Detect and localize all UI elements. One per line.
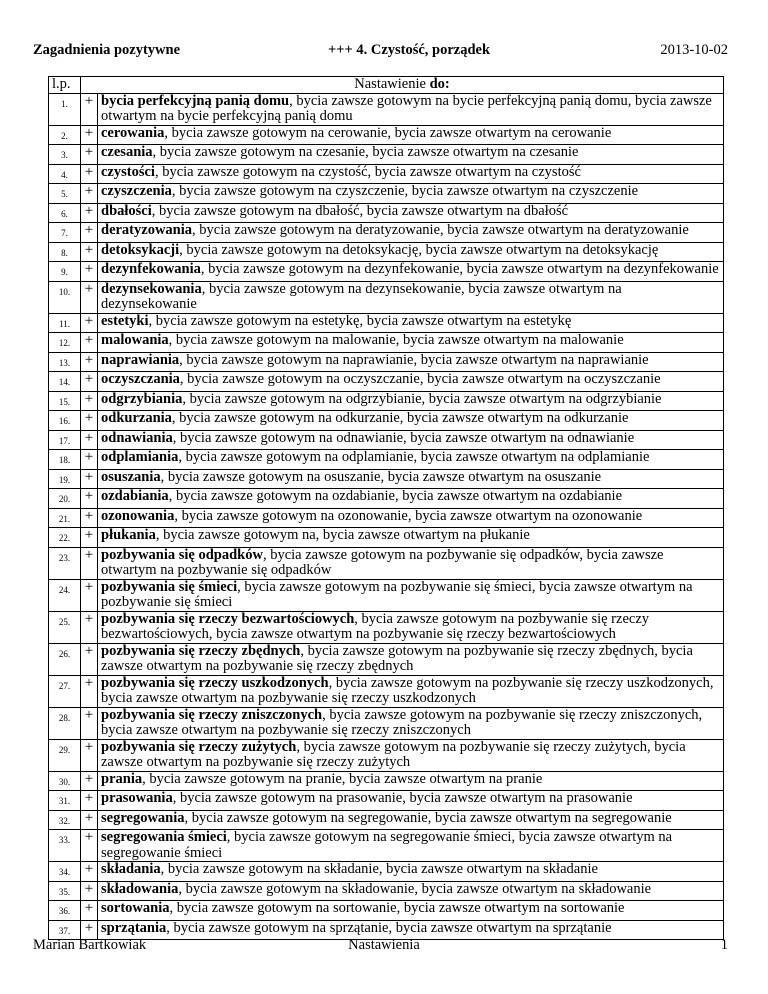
row-description: , bycia zawsze gotowym na pozbywanie się rzeczy uszkodzonych, bycia zawsze otwartym na pozbywanie się rzeczy uszkodzonych	[101, 674, 714, 706]
table-row	[49, 469, 724, 489]
row-description: , bycia zawsze gotowym na segregowanie śmieci, bycia zawsze otwartym na segregowanie śmieci	[101, 829, 673, 861]
row-number: 11.	[49, 313, 81, 333]
table-row	[49, 675, 724, 707]
plus-mark: +	[81, 411, 98, 431]
table-row	[49, 771, 724, 791]
row-term: odgrzybiania	[101, 390, 183, 407]
row-description: , bycia zawsze gotowym na sortowanie, bycia zawsze otwartym na sortowanie	[169, 900, 625, 916]
plus-mark: +	[81, 528, 98, 548]
plus-mark: +	[81, 508, 98, 528]
row-number: 7.	[49, 223, 81, 243]
row-number: 15.	[49, 391, 81, 411]
footer-author: Marian Bartkowiak	[33, 937, 147, 953]
row-term: dbałości	[101, 202, 152, 219]
row-description: , bycia zawsze gotowym na cerowanie, bycia zawsze otwartym na cerowanie	[164, 124, 612, 141]
plus-mark: +	[81, 862, 98, 882]
column-lp: l.p.	[49, 77, 81, 94]
row-text	[98, 707, 724, 739]
plus-mark: +	[81, 771, 98, 791]
plus-mark: +	[81, 145, 98, 165]
row-number: 33.	[49, 830, 81, 862]
row-text	[98, 125, 724, 145]
plus-mark: +	[81, 184, 98, 204]
plus-mark: +	[81, 164, 98, 184]
table-row	[49, 391, 724, 411]
table-row	[49, 242, 724, 262]
table-row	[49, 707, 724, 739]
row-text	[98, 223, 724, 243]
page-number: 1	[720, 937, 728, 953]
row-term: czyszczenia	[101, 183, 172, 199]
row-number: 28.	[49, 707, 81, 739]
row-description: , bycia zawsze gotowym na dezynsekowanie, bycia zawsze otwartym na dezynsekowanie	[101, 280, 622, 312]
row-number: 3.	[49, 145, 81, 165]
row-number: 36.	[49, 901, 81, 921]
plus-mark: +	[81, 547, 98, 579]
row-term: pozbywania się śmieci	[101, 578, 238, 595]
row-text	[98, 547, 724, 579]
row-number: 1.	[49, 93, 81, 125]
row-term: składowania	[101, 880, 179, 897]
plus-mark: +	[81, 372, 98, 392]
row-text	[98, 739, 724, 771]
row-term: pozbywania się rzeczy uszkodzonych	[101, 674, 329, 691]
table-row	[49, 203, 724, 223]
row-text	[98, 430, 724, 450]
row-text	[98, 881, 724, 901]
row-text	[98, 675, 724, 707]
row-term: estetyki	[101, 312, 149, 329]
row-term: czystości	[101, 163, 155, 180]
table-row	[49, 125, 724, 145]
table-row	[49, 881, 724, 901]
row-text	[98, 203, 724, 223]
table-row	[49, 430, 724, 450]
table-row	[49, 611, 724, 643]
row-term: pozbywania się rzeczy zbędnych	[101, 642, 301, 659]
plus-mark: +	[81, 125, 98, 145]
row-number: 24.	[49, 579, 81, 611]
row-text	[98, 528, 724, 548]
row-description: , bycia zawsze gotowym na deratyzowanie, bycia zawsze otwartym na deratyzowanie	[192, 222, 689, 238]
row-description: , bycia zawsze gotowym na prasowanie, bycia zawsze otwartym na prasowanie	[172, 790, 633, 806]
row-description: , bycia zawsze gotowym na oczyszczanie, bycia zawsze otwartym na oczyszczanie	[179, 371, 661, 387]
row-description: , bycia zawsze gotowym na naprawianie, bycia zawsze otwartym na naprawianie	[179, 351, 649, 368]
table-row	[49, 450, 724, 470]
header-section-label: +++ 4. Czystość, porządek	[327, 42, 491, 58]
row-description: , bycia zawsze gotowym na pranie, bycia zawsze otwartym na pranie	[142, 770, 543, 787]
row-text	[98, 164, 724, 184]
plus-mark: +	[81, 920, 98, 940]
row-description: , bycia zawsze gotowym na pozbywanie się rzeczy bezwartościowych, bycia zawsze otwartym na pozbywanie się rzeczy bezwartościowych	[101, 610, 650, 642]
row-description: , bycia zawsze gotowym na czyszczenie, bycia zawsze otwartym na czyszczenie	[171, 183, 639, 199]
plus-mark: +	[81, 430, 98, 450]
table-row	[49, 281, 724, 313]
row-description: , bycia zawsze gotowym na czystość, bycia zawsze otwartym na czystość	[154, 163, 581, 180]
row-text	[98, 262, 724, 282]
row-text	[98, 242, 724, 262]
header-date: 2013-10-02	[660, 42, 728, 58]
plus-mark: +	[81, 791, 98, 811]
row-number: 5.	[49, 184, 81, 204]
plus-mark: +	[81, 242, 98, 262]
attitudes-table	[48, 76, 724, 940]
row-text	[98, 313, 724, 333]
column-attitude-prefix: Nastawienie	[354, 76, 430, 92]
plus-mark: +	[81, 881, 98, 901]
row-number: 19.	[49, 469, 81, 489]
plus-mark: +	[81, 469, 98, 489]
row-description: , bycia zawsze gotowym na bycie perfekcyjną panią domu, bycia zawsze otwartym na bycie perfekcyjną panią domu	[101, 92, 712, 124]
column-attitude-bold: do:	[429, 76, 450, 92]
table-row	[49, 810, 724, 830]
table-row	[49, 791, 724, 811]
row-description: , bycia zawsze gotowym na dezynfekowanie, bycia zawsze otwartym na dezynfekowanie	[200, 261, 719, 277]
plus-mark: +	[81, 643, 98, 675]
table-header-row	[49, 77, 724, 94]
row-term: sortowania	[101, 900, 170, 916]
row-number: 30.	[49, 771, 81, 791]
row-text	[98, 145, 724, 165]
plus-mark: +	[81, 901, 98, 921]
row-text	[98, 830, 724, 862]
plus-mark: +	[81, 489, 98, 509]
row-term: ozonowania	[101, 507, 175, 524]
plus-mark: +	[81, 810, 98, 830]
row-text	[98, 450, 724, 470]
row-text	[98, 489, 724, 509]
plus-mark: +	[81, 707, 98, 739]
table-row	[49, 223, 724, 243]
row-text	[98, 391, 724, 411]
plus-mark: +	[81, 93, 98, 125]
row-term: pozbywania się rzeczy zużytych	[101, 738, 297, 755]
row-text	[98, 281, 724, 313]
row-text	[98, 901, 724, 921]
table-row	[49, 489, 724, 509]
plus-mark: +	[81, 450, 98, 470]
row-description: , bycia zawsze gotowym na estetykę, bycia zawsze otwartym na estetykę	[148, 312, 572, 329]
plus-mark: +	[81, 281, 98, 313]
row-description: , bycia zawsze gotowym na segregowanie, bycia zawsze otwartym na segregowanie	[184, 809, 672, 826]
row-description: , bycia zawsze gotowym na odkurzanie, bycia zawsze otwartym na odkurzanie	[171, 410, 629, 426]
row-text	[98, 372, 724, 392]
row-term: odnawiania	[101, 429, 173, 446]
table-row	[49, 508, 724, 528]
row-term: dezynfekowania	[101, 261, 201, 277]
row-term: malowania	[101, 332, 169, 348]
row-number: 34.	[49, 862, 81, 882]
row-description: , bycia zawsze gotowym na pozbywanie się śmieci, bycia zawsze otwartym na pozbywanie się śmieci	[101, 578, 693, 610]
row-term: odkurzania	[101, 410, 172, 426]
row-text	[98, 93, 724, 125]
row-number: 12.	[49, 333, 81, 353]
plus-mark: +	[81, 203, 98, 223]
row-number: 37.	[49, 920, 81, 940]
plus-mark: +	[81, 223, 98, 243]
row-number: 13.	[49, 352, 81, 372]
row-number: 8.	[49, 242, 81, 262]
row-text	[98, 862, 724, 882]
table-row	[49, 862, 724, 882]
plus-mark: +	[81, 739, 98, 771]
table-row	[49, 184, 724, 204]
row-number: 6.	[49, 203, 81, 223]
table-row	[49, 262, 724, 282]
row-text	[98, 184, 724, 204]
row-description: , bycia zawsze gotowym na odgrzybianie, bycia zawsze otwartym na odgrzybianie	[182, 390, 662, 407]
row-text	[98, 333, 724, 353]
row-number: 29.	[49, 739, 81, 771]
row-description: , bycia zawsze gotowym na dbałość, bycia zawsze otwartym na dbałość	[151, 202, 569, 219]
row-number: 9.	[49, 262, 81, 282]
table-row	[49, 352, 724, 372]
row-text	[98, 611, 724, 643]
table-row	[49, 547, 724, 579]
row-description: , bycia zawsze gotowym na odnawianie, bycia zawsze otwartym na odnawianie	[172, 429, 635, 446]
row-term: naprawiania	[101, 351, 180, 368]
row-number: 35.	[49, 881, 81, 901]
row-term: ozdabiania	[101, 488, 169, 504]
footer-center: Nastawienia	[348, 937, 420, 953]
table-body	[49, 93, 724, 940]
table-row	[49, 830, 724, 862]
row-term: prasowania	[101, 790, 173, 806]
plus-mark: +	[81, 391, 98, 411]
row-term: deratyzowania	[101, 222, 193, 238]
row-description: , bycia zawsze gotowym na ozonowanie, bycia zawsze otwartym na ozonowanie	[174, 507, 643, 524]
row-number: 16.	[49, 411, 81, 431]
row-number: 22.	[49, 528, 81, 548]
table-row	[49, 313, 724, 333]
table-row	[49, 901, 724, 921]
row-term: cerowania	[101, 124, 165, 141]
row-description: , bycia zawsze gotowym na pozbywanie się rzeczy zniszczonych, bycia zawsze otwartym na pozbywanie się rzeczy zniszczonych	[101, 706, 703, 738]
plus-mark: +	[81, 352, 98, 372]
row-term: segregowania	[101, 809, 185, 826]
table-row	[49, 739, 724, 771]
plus-mark: +	[81, 579, 98, 611]
row-number: 4.	[49, 164, 81, 184]
row-term: czesania	[101, 144, 153, 160]
header-section	[0, 42, 768, 59]
plus-mark: +	[81, 611, 98, 643]
row-description: , bycia zawsze gotowym na czesanie, bycia zawsze otwartym na czesanie	[152, 144, 579, 160]
row-description: , bycia zawsze gotowym na składanie, bycia zawsze otwartym na składanie	[160, 861, 598, 877]
row-number: 31.	[49, 791, 81, 811]
row-number: 21.	[49, 508, 81, 528]
row-number: 23.	[49, 547, 81, 579]
row-number: 17.	[49, 430, 81, 450]
row-term: segregowania śmieci	[101, 829, 227, 845]
row-text	[98, 411, 724, 431]
row-term: dezynsekowania	[101, 280, 202, 297]
row-description: , bycia zawsze gotowym na malowanie, bycia zawsze otwartym na malowanie	[168, 332, 624, 348]
row-description: , bycia zawsze gotowym na odplamianie, bycia zawsze otwartym na odplamianie	[178, 449, 650, 465]
row-term: pozbywania się rzeczy bezwartościowych	[101, 610, 355, 627]
row-text	[98, 508, 724, 528]
plus-mark: +	[81, 675, 98, 707]
row-number: 2.	[49, 125, 81, 145]
row-text	[98, 771, 724, 791]
header-title: Zagadnienia pozytywne	[33, 42, 181, 58]
row-description: , bycia zawsze gotowym na składowanie, bycia zawsze otwartym na składowanie	[178, 880, 652, 897]
row-number: 27.	[49, 675, 81, 707]
row-text	[98, 810, 724, 830]
row-term: oczyszczania	[101, 371, 180, 387]
row-description: , bycia zawsze gotowym na sprzątanie, bycia zawsze otwartym na sprzątanie	[166, 919, 612, 936]
row-description: , bycia zawsze gotowym na pozbywanie się rzeczy zużytych, bycia zawsze otwartym na pozbywanie się rzeczy zużytych	[101, 738, 686, 770]
row-number: 20.	[49, 489, 81, 509]
table-row	[49, 145, 724, 165]
row-text	[98, 791, 724, 811]
row-term: płukania	[101, 527, 156, 543]
row-description: , bycia zawsze gotowym na, bycia zawsze otwartym na płukanie	[155, 527, 530, 543]
row-description: , bycia zawsze gotowym na pozbywanie się odpadków, bycia zawsze otwartym na pozbywanie się odpadków	[101, 546, 664, 578]
plus-mark: +	[81, 830, 98, 862]
row-text	[98, 643, 724, 675]
row-term: osuszania	[101, 468, 161, 485]
column-attitude	[81, 77, 724, 94]
row-term: bycia perfekcyjną panią domu	[101, 92, 290, 109]
row-description: , bycia zawsze gotowym na pozbywanie się rzeczy zbędnych, bycia zawsze otwartym na pozbywanie się rzeczy zbędnych	[101, 642, 693, 674]
row-number: 18.	[49, 450, 81, 470]
table-row	[49, 333, 724, 353]
row-description: , bycia zawsze gotowym na ozdabianie, bycia zawsze otwartym na ozdabianie	[168, 488, 623, 504]
row-term: prania	[101, 770, 143, 787]
row-number: 26.	[49, 643, 81, 675]
table-row	[49, 411, 724, 431]
row-number: 10.	[49, 281, 81, 313]
plus-mark: +	[81, 313, 98, 333]
row-term: sprzątania	[101, 919, 167, 936]
table-row	[49, 643, 724, 675]
table-row	[49, 164, 724, 184]
row-number: 25.	[49, 611, 81, 643]
table-row	[49, 372, 724, 392]
row-description: , bycia zawsze gotowym na osuszanie, bycia zawsze otwartym na osuszanie	[160, 468, 602, 485]
row-term: składania	[101, 861, 161, 877]
row-term: odplamiania	[101, 449, 179, 465]
row-number: 32.	[49, 810, 81, 830]
table-row	[49, 93, 724, 125]
table-row	[49, 528, 724, 548]
row-text	[98, 352, 724, 372]
row-term: pozbywania się rzeczy zniszczonych	[101, 706, 323, 723]
plus-mark: +	[81, 333, 98, 353]
plus-mark: +	[81, 262, 98, 282]
row-description: , bycia zawsze gotowym na detoksykację, bycia zawsze otwartym na detoksykację	[179, 241, 659, 258]
row-number: 14.	[49, 372, 81, 392]
row-text	[98, 579, 724, 611]
row-term: pozbywania się odpadków	[101, 546, 263, 563]
row-text	[98, 469, 724, 489]
row-term: detoksykacji	[101, 241, 180, 258]
table-row	[49, 579, 724, 611]
